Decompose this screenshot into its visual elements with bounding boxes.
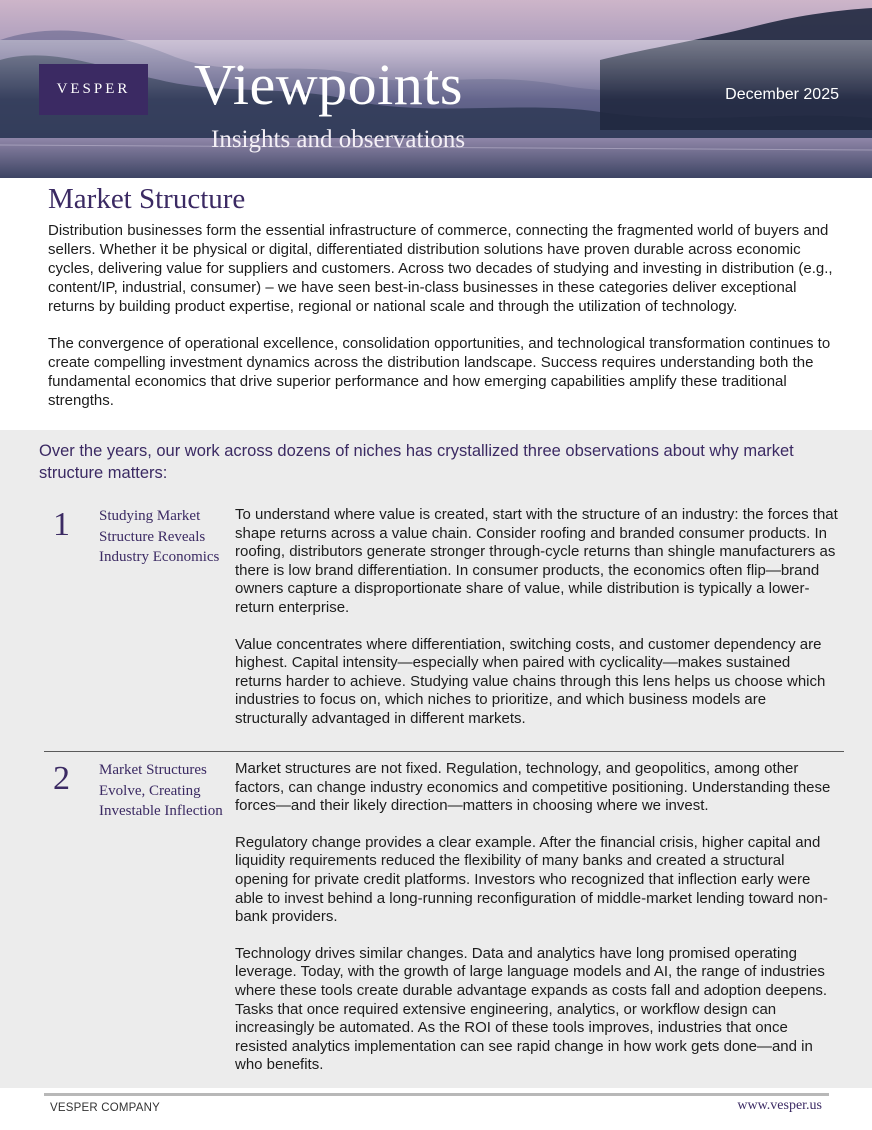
observation-title: Studying Market Structure Reveals Industry Economics [99,508,220,565]
footer-url-link[interactable]: www.vesper.us [737,1098,822,1113]
observation-paragraph: To understand where value is created, start with the structure of an industry: the forces that shape returns across a value chain. Consider roofing and branded consumer products. In roofing, distributors generate stronger through-cycle returns than shingle manufacturers as there is low brand differentiation. In consumer products, the economics often flip—brand owners capture a disproportionate share of value, while distribution is typically a lower-return enterprise. [235,506,838,616]
header-banner [0,0,872,178]
section-title: Market Structure [48,183,246,215]
intro-paragraph: Distribution businesses form the essential infrastructure of commerce, connecting the fragmented world of buyers and sellers. Whether it be physical or digital, differentiated distribution solutions have proven durable across economic cycles, delivering value for suppliers and customers. Across two decades of studying and investing in distribution (e.g., content/IP, industrial, consumer) – we have seen best-in-class businesses in these categories deliver exceptional returns by building product expertise, regional or national scale and through the utilization of technology. [48,222,833,315]
observations-lead: Over the years, our work across dozens of niches has crystallized three observations about why market structure matters: [39,442,794,482]
footer-company: VESPER COMPANY [50,1102,160,1114]
observation-paragraph: Regulatory change provides a clear example. After the financial crisis, higher capital and liquidity requirements reduced the flexibility of many banks and created a structural opening for private credit platforms. Investors who recognized that inflection early were able to invest behind a long-running reconfiguration of middle-market lending toward non-bank providers. [235,833,828,926]
publication-date: December 2025 [725,86,839,103]
observation-title: Market Structures Evolve, Creating Investable Inflection [99,762,223,819]
logo-text: VESPER [56,81,131,97]
observation-number: 2 [53,760,70,797]
observation-divider [44,751,844,752]
observation-paragraph: Market structures are not fixed. Regulation, technology, and geopolitics, among other factors, can change industry economics and competitive positioning. Understanding these forces—and their likely direction—matters in choosing where we invest. [235,760,831,815]
observation-number: 1 [53,506,70,543]
intro-text [48,221,836,428]
intro-paragraph: The convergence of operational excellence, consolidation opportunities, and technological transformation continues to create compelling investment dynamics across the distribution landscape. Success requires understanding both the fundamental economics that drive superior performance and how emerging capabilities amplify these traditional strengths. [48,335,831,409]
vesper-logo [39,64,148,115]
footer-rule [44,1093,829,1096]
observation-paragraph: Technology drives similar changes. Data and analytics have long promised operating leverage. Today, with the growth of large language models and AI, the range of industries where these tools create durable advantage expands as costs fall and adoption deepens. Tasks that once required extensive engineering, analytics, or workflow design can increasingly be automated. As the ROI of these tools improves, industries that once resisted analytics implementation can see rapid change in how work gets done—and in who benefits. [235,944,828,1074]
observation-body [235,760,840,1093]
publication-subtitle: Insights and observations [211,126,466,153]
observation-paragraph: Value concentrates where differentiation, switching costs, and customer dependency are highest. Capital intensity—especially when paired with cyclicality—makes sustained returns harder to achieve. Studying value chains through this lens helps us choose which industries to focus on, which niches to prioritize, and which business models are structurally advantaged in different markets. [235,635,826,727]
publication-title: Viewpoints [194,52,463,117]
observation-body [235,506,840,747]
